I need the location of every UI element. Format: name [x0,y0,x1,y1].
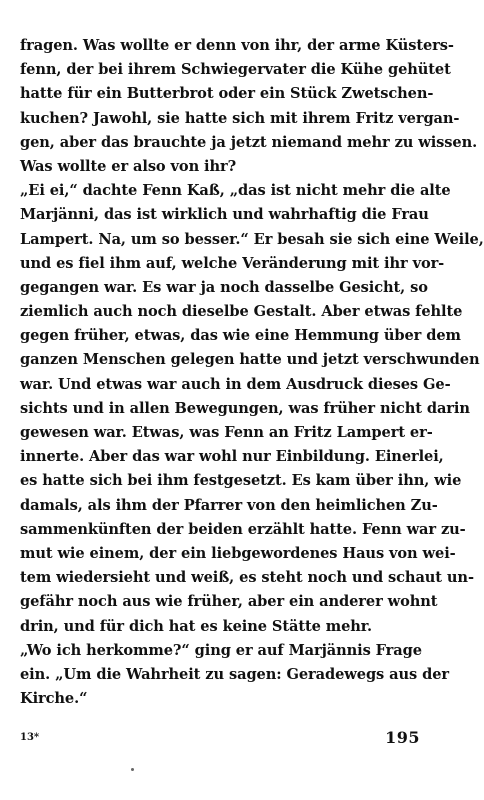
text-line: „Ei ei,“ dachte Fenn Kaß, „das ist nicht mehr die alte [20,182,451,200]
text-line: ein. „Um die Wahrheit zu sagen: Geradewegs aus der [20,665,449,683]
text-line: gegen früher, etwas, das wie eine Hemmung über dem [20,327,461,345]
text-line: hatte für ein Butterbrot oder ein Stück Zwetschen- [20,85,434,103]
text-line: ganzen Menschen gelegen hatte und jetzt verschwunden [20,351,480,369]
text-line: kuchen? Jawohl, sie hatte sich mit ihrem Fritz vergan- [20,109,460,127]
text-line: innerte. Aber das war wohl nur Einbildung. Einerlei, [20,448,444,466]
text-line: war. Und etwas war auch in dem Ausdruck dieses Ge- [20,375,451,393]
text-line: und es fiel ihm auf, welche Veränderung mit ihr vor- [20,254,445,272]
signature-mark: 13* [20,732,40,743]
text-line: Was wollte er also von ihr? [20,157,237,175]
text-line: tem wiedersieht und weiß, es steht noch und schaut un- [20,569,474,587]
text-line: ziemlich auch noch dieselbe Gestalt. Aber etwas fehlte [20,303,463,321]
text-line: sammenkünften der beiden erzählt hatte. Fenn war zu- [20,520,466,538]
text-line: fragen. Was wollte er denn von ihr, der arme Küsters- [20,37,454,54]
text-line: damals, als ihm der Pfarrer von den heimlichen Zu- [20,496,438,514]
print-speck [131,768,134,771]
text-line: Marjänni, das ist wirklich und wahrhaftig die Frau [20,206,429,224]
text-line: „Wo ich herkomme?“ ging er auf Marjännis Frage [20,641,422,659]
text-line: drin, und für dich hat es keine Stätte mehr. [20,617,373,635]
text-line: mut wie einem, der ein liebgewordenes Haus von wei- [20,544,456,562]
text-line: sichts und in allen Bewegungen, was früher nicht darin [20,399,470,417]
text-line: gewesen war. Etwas, was Fenn an Fritz Lampert er- [20,424,433,441]
text-line: fenn, der bei ihrem Schwiegervater die Kühe gehütet [20,61,451,79]
text-line: gefähr noch aus wie früher, aber ein anderer wohnt [20,593,438,611]
text-line: Kirche.“ [20,690,88,708]
text-line: gen, aber das brauchte ja jetzt niemand mehr zu wissen. [20,133,478,151]
text-line: es hatte sich bei ihm festgesetzt. Es kam über ihn, wie [20,472,462,490]
page-footer [20,728,420,750]
page-number: 195 [385,728,420,747]
text-line: Lampert. Na, um so besser.“ Er besah sie sich eine Weile, [20,230,484,248]
body-text [20,34,484,711]
text-line: gegangen war. Es war ja noch dasselbe Gesicht, so [20,278,428,296]
